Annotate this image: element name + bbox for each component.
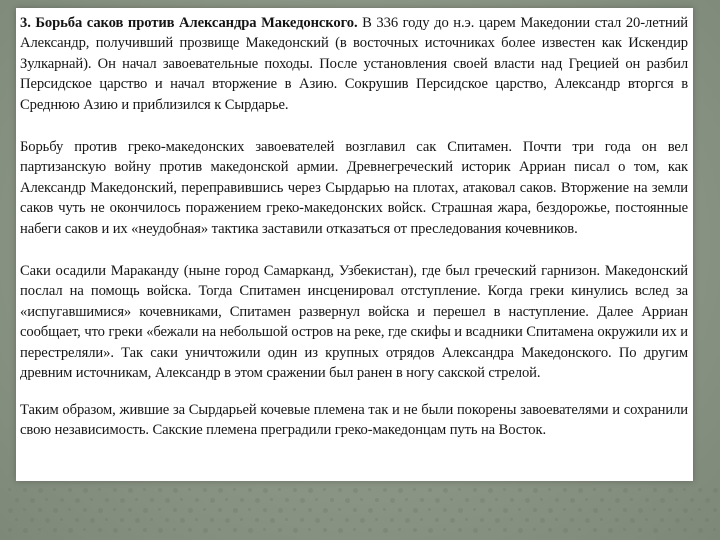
background-dot — [263, 508, 267, 512]
background-dot — [705, 498, 710, 503]
background-dot — [578, 488, 583, 493]
background-dot — [53, 528, 57, 532]
background-dot — [623, 528, 626, 531]
background-dot — [248, 508, 251, 511]
background-dot — [510, 518, 513, 521]
background-dot — [428, 488, 432, 492]
background-dot — [488, 508, 492, 512]
background-dot — [593, 508, 598, 513]
background-dot — [270, 498, 273, 501]
background-dot — [300, 498, 305, 503]
background-dot — [383, 508, 386, 511]
background-dot — [638, 488, 641, 491]
background-dot — [405, 518, 410, 523]
background-dot — [450, 498, 453, 501]
background-dot — [68, 488, 72, 492]
background-dot — [458, 488, 461, 491]
background-dot — [173, 528, 176, 531]
background-dot — [53, 508, 58, 513]
background-dot — [563, 488, 567, 492]
background-dot — [263, 488, 268, 493]
background-dot — [548, 488, 551, 491]
paragraph-2: Борьбу против греко-македонских завоевателей возглавил сак Спитамен. Почти три года он вел партизанскую войну против македонской армии. Древнегреческий историк Арриан писал о том, как Александр Македонский, переправившись через Сырдарью на плотах, атаковал саков. Вторжение на земли саков чуть не окончилось поражением греко-македонских войск. Страшная жара, бездорожье, постоянные набеги саков и их «неудобная» тактика заставили отказаться от преследования кочевников. — [20, 139, 688, 237]
background-dot — [578, 528, 581, 531]
background-dot — [443, 488, 448, 493]
background-dot — [690, 518, 693, 521]
background-dot — [23, 528, 28, 533]
background-dot — [30, 498, 35, 503]
background-dot — [495, 498, 498, 501]
background-dot — [375, 518, 378, 521]
background-dot — [428, 508, 431, 511]
background-dot — [120, 518, 124, 522]
background-dot — [390, 498, 395, 503]
background-dot — [60, 498, 64, 502]
background-dot — [473, 508, 476, 511]
background-dot — [210, 518, 214, 522]
background-dot — [75, 518, 79, 522]
background-dot — [83, 488, 88, 493]
background-dot — [630, 498, 633, 501]
background-dot — [458, 528, 462, 532]
background-dot — [113, 508, 116, 511]
background-dot — [360, 518, 365, 523]
background-dot — [135, 518, 140, 523]
background-dot — [698, 528, 703, 533]
background-dot — [578, 508, 582, 512]
background-dot — [98, 488, 101, 491]
background-dot — [330, 498, 334, 502]
background-dot — [255, 518, 259, 522]
background-dot — [128, 508, 132, 512]
background-dot — [675, 518, 680, 523]
background-dot — [308, 508, 312, 512]
background-dot — [660, 498, 665, 503]
background-dot — [563, 528, 568, 533]
background-dot — [608, 528, 613, 533]
background-dot — [233, 508, 238, 513]
background-dot — [90, 498, 93, 501]
background-dot — [23, 508, 26, 511]
background-dot — [203, 528, 208, 533]
background-dot — [413, 488, 416, 491]
background-dot — [105, 518, 108, 521]
background-dot — [713, 488, 718, 493]
background-dot — [465, 498, 469, 502]
background-dot — [75, 498, 80, 503]
background-dot — [540, 498, 543, 501]
background-dot — [285, 518, 288, 521]
background-dot — [420, 498, 424, 502]
background-dot — [278, 508, 283, 513]
background-dot — [330, 518, 333, 521]
background-dot — [668, 508, 672, 512]
background-dot — [353, 508, 357, 512]
background-dot — [668, 528, 671, 531]
background-dot — [600, 498, 604, 502]
document-page — [16, 8, 693, 481]
background-dot — [105, 498, 109, 502]
background-dot — [405, 498, 408, 501]
background-dot — [188, 528, 192, 532]
background-dot — [323, 528, 327, 532]
background-dot — [645, 498, 649, 502]
background-dot — [255, 498, 260, 503]
background-dot — [233, 528, 237, 532]
background-dot — [540, 518, 545, 523]
background-dot — [525, 498, 530, 503]
background-dot — [293, 488, 297, 492]
background-dot — [443, 528, 446, 531]
background-dot — [45, 498, 48, 501]
background-dot — [638, 528, 642, 532]
background-dot — [323, 488, 326, 491]
section-heading: 3. Борьба саков против Александра Македонского. — [20, 15, 358, 31]
background-dot — [188, 488, 191, 491]
background-dot — [683, 528, 687, 532]
background-dot — [503, 528, 507, 532]
background-dot — [555, 518, 558, 521]
background-dot — [503, 508, 508, 513]
background-dot — [413, 528, 417, 532]
background-dot — [375, 498, 379, 502]
background-dot — [173, 488, 178, 493]
background-dot — [653, 528, 658, 533]
background-dot — [285, 498, 289, 502]
background-dot — [240, 498, 244, 502]
background-dot — [353, 488, 358, 493]
background-dot — [218, 508, 222, 512]
background-dot — [683, 508, 688, 513]
background-dot — [38, 488, 43, 493]
background-dot — [548, 528, 552, 532]
background-dot — [203, 488, 207, 492]
background-dot — [398, 528, 401, 531]
background-dot — [15, 518, 18, 521]
background-dot — [173, 508, 177, 512]
background-dot — [488, 528, 491, 531]
background-dot — [143, 528, 147, 532]
background-dot — [713, 508, 717, 512]
background-dot — [68, 508, 71, 511]
background-dot — [83, 508, 87, 512]
background-dot — [593, 488, 596, 491]
background-dot — [315, 518, 320, 523]
background-dot — [585, 518, 590, 523]
background-dot — [23, 488, 27, 492]
background-dot — [398, 488, 403, 493]
background-dot — [570, 498, 575, 503]
paragraph-4: Таким образом, жившие за Сырдарьей кочевые племена так и не были покорены завоевателями и сохранили свою независимость. Сакские племена преградили греко-македонцам путь на Восток. — [20, 401, 688, 438]
background-dot — [623, 508, 627, 512]
background-dot — [345, 518, 349, 522]
background-dot — [150, 518, 153, 521]
background-dot — [480, 498, 485, 503]
background-dot — [98, 508, 103, 513]
background-dot — [638, 508, 643, 513]
background-dot — [345, 498, 350, 503]
background-dot — [690, 498, 694, 502]
background-dot — [570, 518, 574, 522]
background-dot — [195, 498, 199, 502]
background-dot — [8, 488, 11, 491]
background-dot — [8, 508, 13, 513]
background-dot — [465, 518, 468, 521]
background-dot — [293, 528, 298, 533]
background-dot — [510, 498, 514, 502]
background-dot — [368, 508, 373, 513]
background-dot — [45, 518, 50, 523]
background-dot — [270, 518, 275, 523]
background-dot — [218, 528, 221, 531]
background-dot — [158, 528, 163, 533]
background-dot — [705, 518, 709, 522]
background-dot — [158, 508, 161, 511]
background-dot — [248, 528, 253, 533]
background-dot — [368, 528, 372, 532]
background-dot — [555, 498, 559, 502]
background-dot — [698, 488, 702, 492]
background-dot — [668, 488, 673, 493]
background-dot — [180, 518, 185, 523]
background-dot — [683, 488, 686, 491]
background-dot — [308, 528, 311, 531]
background-dot — [135, 498, 138, 501]
background-dot — [428, 528, 433, 533]
background-dot — [660, 518, 664, 522]
background-dot — [413, 508, 418, 513]
background-dot — [263, 528, 266, 531]
background-dot — [518, 508, 521, 511]
background-dot — [225, 498, 228, 501]
background-dot — [518, 488, 522, 492]
paragraph-1 — [20, 13, 688, 115]
background-dot-pattern — [0, 482, 720, 540]
background-dot — [608, 508, 611, 511]
background-dot — [525, 518, 529, 522]
background-dot — [615, 498, 620, 503]
background-dot — [338, 528, 343, 533]
background-dot — [383, 528, 388, 533]
background-dot — [143, 488, 146, 491]
background-dot — [480, 518, 484, 522]
background-dot — [60, 518, 63, 521]
background-dot — [128, 528, 131, 531]
background-dot — [443, 508, 447, 512]
background-dot — [338, 488, 342, 492]
background-dot — [248, 488, 252, 492]
background-dot — [143, 508, 148, 513]
background-dot — [353, 528, 356, 531]
background-dot — [608, 488, 612, 492]
background-dot — [38, 528, 41, 531]
background-dot — [360, 498, 363, 501]
background-dot — [368, 488, 371, 491]
background-dot — [698, 508, 701, 511]
background-dot — [315, 498, 318, 501]
background-dot — [435, 518, 439, 522]
background-dot — [113, 488, 117, 492]
background-dot — [563, 508, 566, 511]
background-dot — [300, 518, 304, 522]
background-dot — [713, 528, 716, 531]
background-dot — [308, 488, 313, 493]
background-dot — [398, 508, 402, 512]
background-dot — [630, 518, 635, 523]
background-dot — [53, 488, 56, 491]
background-dot — [623, 488, 628, 493]
background-dot — [435, 498, 440, 503]
background-dot — [128, 488, 133, 493]
background-dot — [450, 518, 455, 523]
background-dot — [548, 508, 553, 513]
background-dot — [90, 518, 95, 523]
background-dot — [488, 488, 493, 493]
background-dot — [225, 518, 230, 523]
background-dot — [585, 498, 588, 501]
background-dot — [195, 518, 198, 521]
background-dot — [150, 498, 154, 502]
background-dot — [615, 518, 619, 522]
background-dot — [390, 518, 394, 522]
background-dot — [533, 528, 536, 531]
background-dot — [180, 498, 183, 501]
background-dot — [383, 488, 387, 492]
background-dot — [593, 528, 597, 532]
background-dot — [653, 508, 656, 511]
background-dot — [675, 498, 678, 501]
background-dot — [495, 518, 500, 523]
background-dot — [218, 488, 223, 493]
background-dot — [38, 508, 42, 512]
background-dot — [15, 498, 19, 502]
background-dot — [188, 508, 193, 513]
background-dot — [278, 528, 282, 532]
background-dot — [653, 488, 657, 492]
background-dot — [458, 508, 463, 513]
background-dot — [600, 518, 603, 521]
background-dot — [503, 488, 506, 491]
background-dot — [473, 488, 477, 492]
background-dot — [165, 518, 169, 522]
background-dot — [8, 528, 12, 532]
background-dot — [210, 498, 215, 503]
background-dot — [203, 508, 206, 511]
paragraph-3: Саки осадили Мараканду (ныне город Самарканд, Узбекистан), где был греческий гарнизон. Македонский послал на помощь войска. Тогда Спитамен инсценировал отступление. Когда греки кинулись вслед за «испугавшимися» кочевниками, Спитамен развернул войска и перешел в наступление. Далее Арриан сообщает, что греки «бежали на небольшой остров на реке, где скифы и всадники Спитамена окружили их и перестреляли». Так саки уничтожили один из крупных отрядов Александра Македонского. По другим древним источникам, Александр в этом сражении был ранен в ногу сакской стрелой. — [20, 263, 688, 382]
document-text — [20, 13, 688, 456]
background-dot — [533, 488, 538, 493]
background-dot — [473, 528, 478, 533]
background-dot — [120, 498, 125, 503]
background-dot — [98, 528, 102, 532]
background-dot — [533, 508, 537, 512]
background-dot — [158, 488, 162, 492]
background-dot — [293, 508, 296, 511]
background-dot — [518, 528, 523, 533]
background-dot — [278, 488, 281, 491]
background-dot — [323, 508, 328, 513]
background-dot — [233, 488, 236, 491]
background-dot — [68, 528, 73, 533]
background-dot — [240, 518, 243, 521]
background-dot — [113, 528, 118, 533]
background-dot — [420, 518, 423, 521]
background-dot — [645, 518, 648, 521]
background-dot — [165, 498, 170, 503]
paragraph-1-body: В 336 году до н.э. царем Македонии стал 20-летний Александр, получивший прозвище Македонский (в восточных источниках более известен как Искендир Зулкарнай). Он начал завоевательные походы. После установления своей власти над Грецией он разбил Персидское царство и начал вторжение в Азию. Сокрушив Персидское царство, Александр вторгся в Среднюю Азию и приблизился к Сырдарье. — [20, 15, 688, 113]
background-dot — [30, 518, 34, 522]
background-dot — [338, 508, 341, 511]
background-dot — [83, 528, 86, 531]
